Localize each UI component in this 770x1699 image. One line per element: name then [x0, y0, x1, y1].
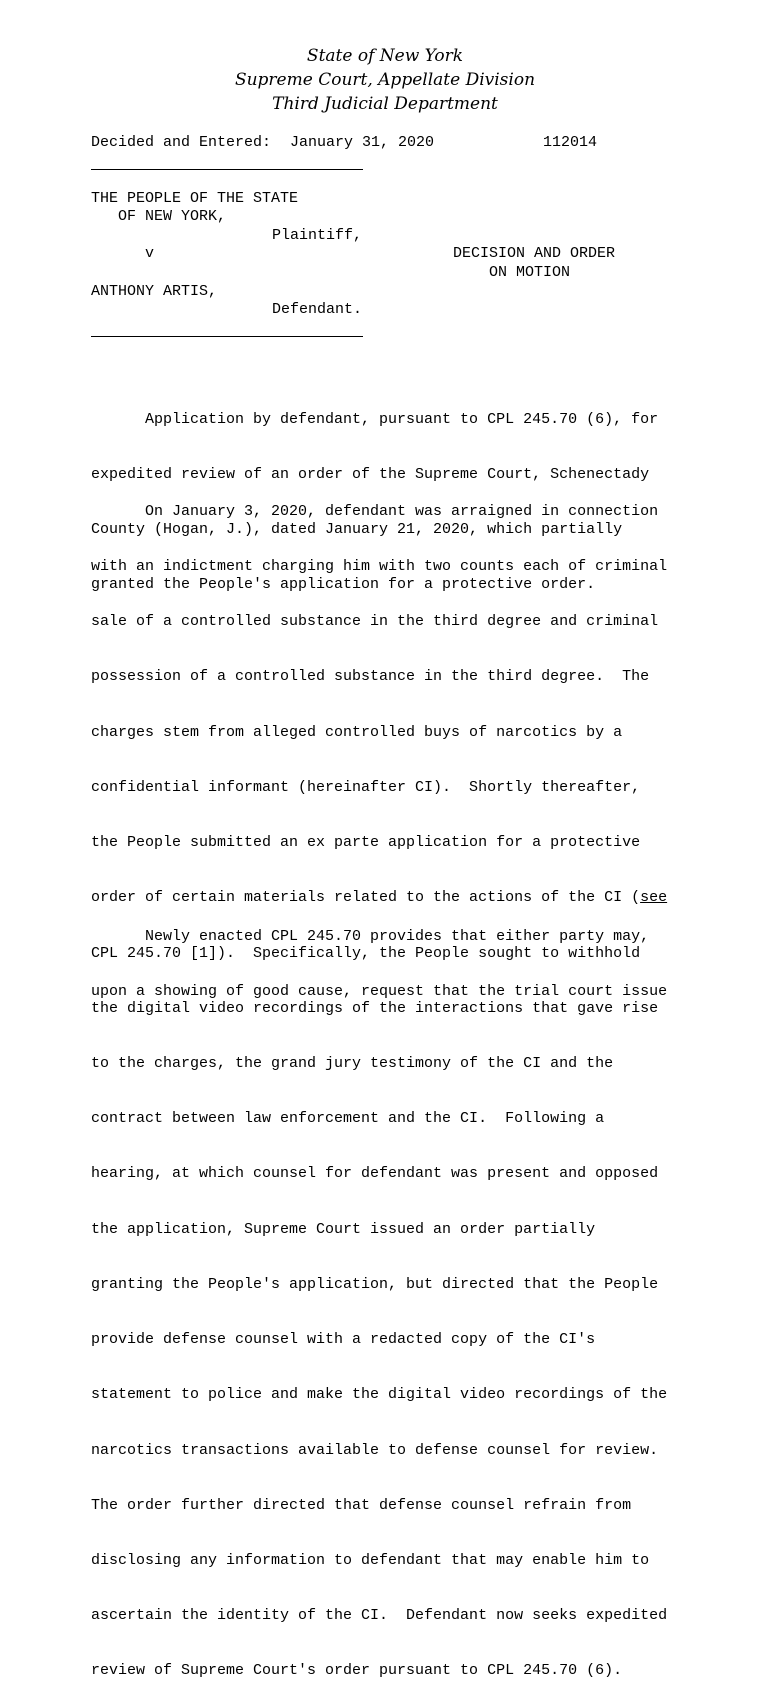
- rule-bottom: [91, 336, 363, 337]
- text-line: confidential informant (hereinafter CI). Shortly thereafter,: [91, 778, 641, 796]
- text-line: The order further directed that defense counsel refrain from: [91, 1496, 632, 1514]
- rule-top: [91, 169, 363, 170]
- text-line: upon a showing of good cause, request that the trial court issue: [91, 983, 668, 1001]
- paragraph-3: [91, 891, 691, 1020]
- text-line: County (Hogan, J.), dated January 21, 2020, which partially: [91, 521, 623, 539]
- text-line: sale of a controlled substance in the third degree and criminal: [91, 613, 659, 631]
- defendant-name: ANTHONY ARTIS,: [91, 283, 218, 300]
- text-line: possession of a controlled substance in the third degree. The: [91, 668, 650, 686]
- text-line: granting the People's application, but directed that the People: [91, 1275, 659, 1293]
- document-title-line-1: DECISION AND ORDER: [453, 245, 616, 262]
- defendant-role: Defendant.: [272, 301, 363, 318]
- decided-date: January 31, 2020: [290, 134, 435, 151]
- text-line: charges stem from alleged controlled buys of narcotics by a: [91, 723, 623, 741]
- versus: v: [145, 245, 155, 262]
- text-line: the digital video recordings of the interactions that gave rise: [91, 999, 659, 1017]
- text-line: granted the People's application for a protective order.: [91, 576, 596, 594]
- text-line: Application by defendant, pursuant to CPL 245.70 (6), for: [91, 410, 659, 428]
- text-line: statement to police and make the digital video recordings of the: [91, 1386, 668, 1404]
- citation-signal-see: see: [640, 889, 668, 907]
- text-line: narcotics transactions available to defense counsel for review.: [91, 1441, 659, 1459]
- text-line: with an indictment charging him with two counts each of criminal: [91, 558, 668, 576]
- text-line: provide defense counsel with a redacted copy of the CI's: [91, 1331, 596, 1349]
- plaintiff-role: Plaintiff,: [272, 227, 363, 244]
- text-segment: order of certain materials related to the actions of the CI (: [91, 889, 641, 907]
- text-line: contract between law enforcement and the CI. Following a: [91, 1110, 605, 1128]
- text-line: review of Supreme Court's order pursuant to CPL 245.70 (6).: [91, 1662, 623, 1680]
- court-header: [0, 44, 770, 116]
- text-line: the People submitted an ex parte application for a protective: [91, 834, 641, 852]
- decided-label: Decided and Entered:: [91, 134, 272, 151]
- court-department: Third Judicial Department: [272, 94, 498, 114]
- document-title-line-2: ON MOTION: [489, 264, 571, 281]
- text-line: ascertain the identity of the CI. Defendant now seeks expedited: [91, 1607, 668, 1625]
- text-line: expedited review of an order of the Supreme Court, Schenectady: [91, 466, 650, 484]
- text-line: hearing, at which counsel for defendant was present and opposed: [91, 1165, 659, 1183]
- paragraph-2: [91, 466, 691, 1699]
- text-line: CPL 245.70 [1]). Specifically, the People sought to withhold: [91, 944, 641, 962]
- court-state: State of New York: [306, 46, 464, 66]
- text-line: On January 3, 2020, defendant was arraigned in connection: [91, 502, 659, 520]
- plaintiff-line-2: OF NEW YORK,: [118, 208, 227, 225]
- text-line: to the charges, the grand jury testimony of the CI and the: [91, 1055, 614, 1072]
- text-line: disclosing any information to defendant that may enable him to: [91, 1551, 650, 1569]
- text-line: Newly enacted CPL 245.70 provides that either party may,: [91, 927, 650, 945]
- case-number: 112014: [543, 134, 598, 151]
- court-division: Supreme Court, Appellate Division: [234, 70, 536, 90]
- plaintiff-line-1: THE PEOPLE OF THE STATE: [91, 190, 299, 207]
- text-line: the application, Supreme Court issued an order partially: [91, 1220, 596, 1238]
